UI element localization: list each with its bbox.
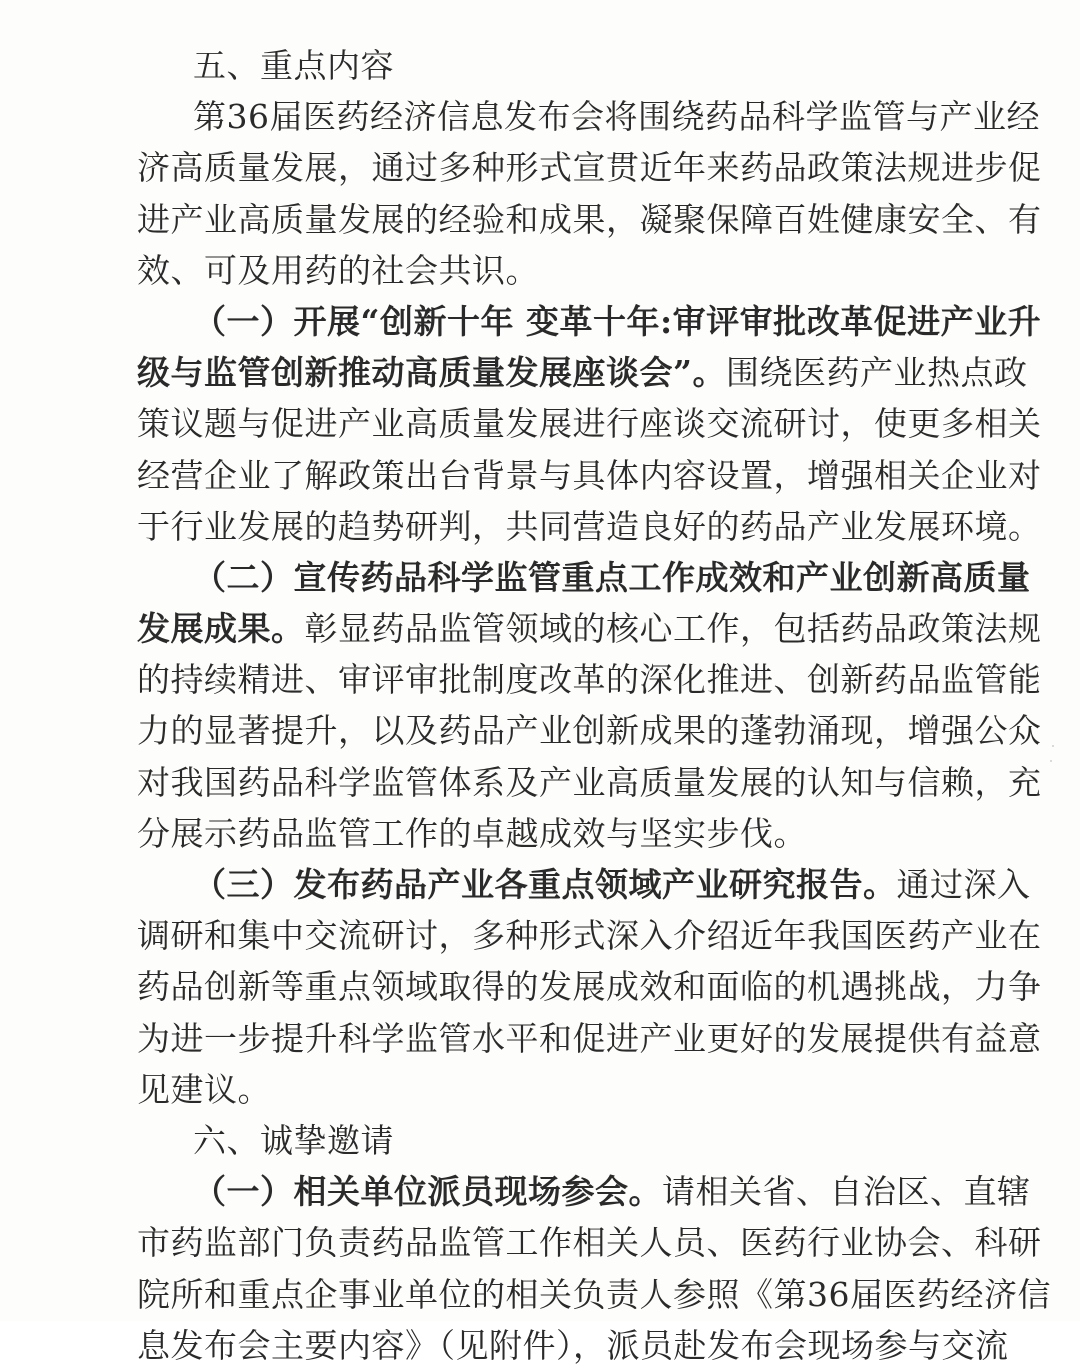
item-heading-publicity: （二）宣传药品科学监管重点工作成效和产业创新高质量 [193, 557, 1031, 597]
paragraph-line: 院所和重点企事业单位的相关负责人参照《第36届医药经济信 [137, 1274, 1051, 1314]
document-body [137, 40, 1051, 1371]
paragraph-line: 见建议。 [137, 1069, 271, 1109]
paragraph-line: 力的显著提升，以及药品产业创新成果的蓬勃涌现，增强公众 [137, 711, 1042, 751]
paragraph-line: 市药监部门负责药品监管工作相关人员、医药行业协会、科研 [137, 1223, 1042, 1263]
paragraph-line: 第36届医药经济信息发布会将围绕药品科学监管与产业经 [193, 97, 1040, 137]
paragraph-line: 于行业发展的趋势研判，共同营造良好的药品产业发展环境。 [137, 506, 1042, 546]
paragraph-line: 的持续精进、审评审批制度改革的深化推进、创新药品监管能 [137, 660, 1042, 700]
paragraph-line: 济高质量发展，通过多种形式宣贯近年来药品政策法规进步促 [137, 148, 1042, 188]
item-heading-attendance: （一）相关单位派员现场参会。 [193, 1172, 662, 1212]
paragraph-line [137, 859, 1031, 910]
paragraph-line [137, 347, 1028, 398]
scan-speck [1052, 745, 1054, 747]
section-heading-invitation: 六、诚挚邀请 [193, 1120, 394, 1160]
paragraph-line: 调研和集中交流研讨，多种形式深入介绍近年我国医药产业在 [137, 916, 1042, 956]
paragraph-line: 效、可及用药的社会共识。 [137, 250, 539, 290]
paragraph-text: 彰显药品监管领域的核心工作，包括药品政策法规 [304, 609, 1042, 649]
paragraph-line [137, 1166, 1031, 1217]
paragraph-text: 请相关省、自治区、直辖 [662, 1172, 1031, 1212]
paragraph-text: 通过深入 [896, 865, 1031, 904]
paragraph-line: 为进一步提升科学监管水平和促进产业更好的发展提供有益意 [137, 1018, 1042, 1058]
paragraph-line: 息发布会主要内容》（见附件），派员赴发布会现场参与交流 [137, 1325, 1009, 1365]
paragraph-line: 对我国药品科学监管体系及产业高质量发展的认知与信赖，充 [137, 762, 1042, 802]
item-heading-symposium: （一）开展“创新十年 变革十年:审评审批改革促进产业升 [193, 301, 1042, 341]
paragraph-text: 围绕医药产业热点政 [725, 353, 1028, 393]
paragraph-line: 药品创新等重点领域取得的发展成效和面临的机遇挑战，力争 [137, 967, 1042, 1007]
item-heading-reports: （三）发布药品产业各重点领域产业研究报告。 [193, 865, 897, 904]
paragraph-line: 策议题与促进产业高质量发展进行座谈交流研讨，使更多相关 [137, 404, 1042, 444]
item-heading-publicity-cont: 发展成果。 [137, 609, 305, 649]
scan-speck [1050, 760, 1052, 762]
paragraph-line: 进产业高质量发展的经验和成果，凝聚保障百姓健康安全、有 [137, 199, 1042, 239]
paragraph-line: 经营企业了解政策出台背景与具体内容设置，增强相关企业对 [137, 455, 1042, 495]
section-heading-key-content: 五、重点内容 [193, 46, 394, 85]
item-heading-symposium-cont: 级与监管创新推动高质量发展座谈会”。 [137, 353, 726, 393]
paragraph-line [137, 603, 1042, 654]
paragraph-line: 分展示药品监管工作的卓越成效与坚实步伐。 [137, 813, 807, 853]
